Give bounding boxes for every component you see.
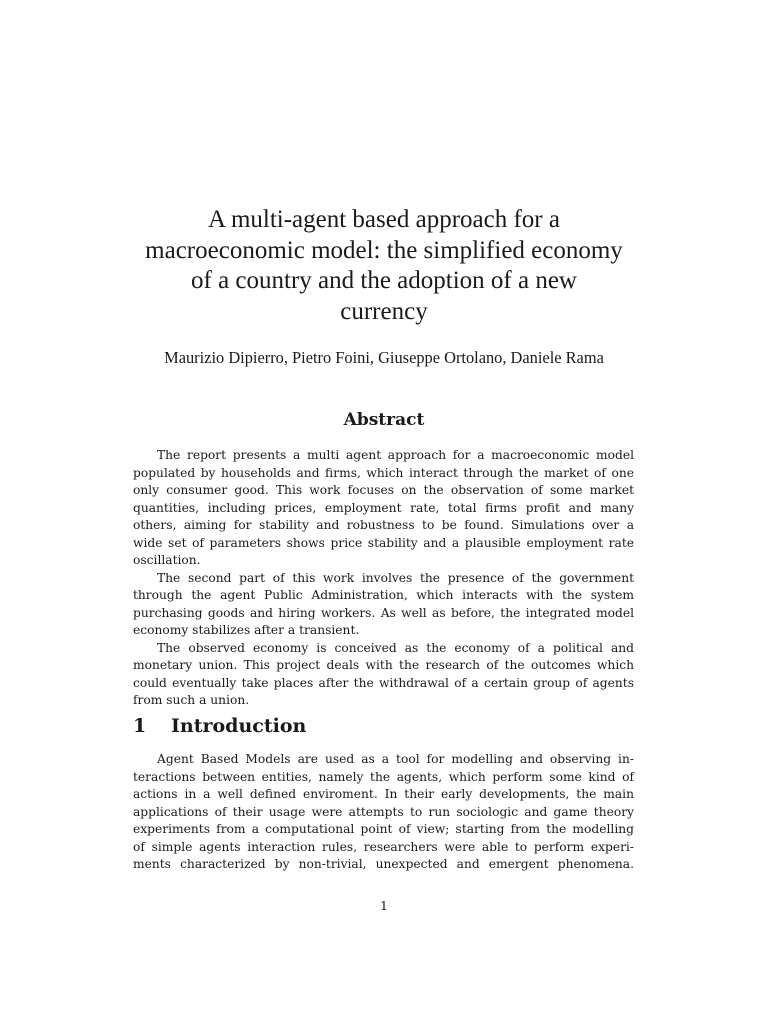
intro-line: of simple agents interaction rules, researchers were able to perform experi- [133, 839, 634, 854]
abstract-line: The second part of this work involves the presence of the government [157, 570, 634, 585]
intro-line: experiments from a computational point of view; starting from the modelling [133, 822, 634, 836]
abstract-body [133, 447, 634, 710]
intro-line: actions in a well defined enviroment. In their early developments, the main [133, 787, 634, 801]
abstract-line: economy stabilizes after a transient. [133, 623, 360, 637]
abstract-line: The report presents a multi agent approach for a macroeconomic model [157, 448, 634, 462]
section-title: Introduction [171, 715, 307, 737]
abstract-line: wide set of parameters shows price stability and a plausible employment rate [133, 535, 634, 550]
abstract-line: could eventually take places after the withdrawal of a certain group of agents [133, 675, 634, 690]
abstract-line: from such a union. [133, 693, 250, 707]
abstract-line: populated by households and firms, which interact through the market of one [133, 465, 634, 480]
intro-line: applications of their usage were attempts to run sociologic and game theory [133, 804, 634, 819]
title-line: of a country and the adoption of a new [191, 267, 577, 294]
abstract-line: others, aiming for stability and robustness to be found. Simulations over a [133, 518, 634, 532]
introduction-body [133, 751, 634, 874]
abstract-line: The observed economy is conceived as the economy of a political and [157, 640, 634, 655]
abstract-line: only consumer good. This work focuses on the observation of some market [133, 483, 634, 497]
intro-line: teractions between entities, namely the agents, which perform some kind of [133, 769, 634, 784]
title-line: currency [340, 297, 428, 325]
author-list: Maurizio Dipierro, Pietro Foini, Giuseppe Ortolano, Daniele Rama [164, 348, 604, 367]
abstract-line: through the agent Public Administration, which interacts with the system [133, 588, 634, 602]
intro-line: Agent Based Models are used as a tool for modelling and observing in- [157, 752, 634, 766]
abstract-line: quantities, including prices, employment rate, total firms profit and many [133, 500, 634, 515]
abstract-heading: Abstract [343, 410, 425, 430]
page-number: 1 [380, 898, 388, 913]
section-heading [133, 713, 306, 739]
title-line: A multi-agent based approach for a [208, 206, 560, 233]
abstract-line: oscillation. [133, 553, 201, 567]
paper-title [124, 205, 644, 327]
intro-line: ments characterized by non-trivial, unexpected and emergent phenomena. [133, 857, 634, 871]
title-line: macroeconomic model: the simplified economy [145, 236, 623, 264]
abstract-line: monetary union. This project deals with the research of the outcomes which [133, 658, 634, 672]
abstract-line: purchasing goods and hiring workers. As well as before, the integrated model [133, 605, 634, 620]
section-number: 1 [133, 715, 147, 737]
